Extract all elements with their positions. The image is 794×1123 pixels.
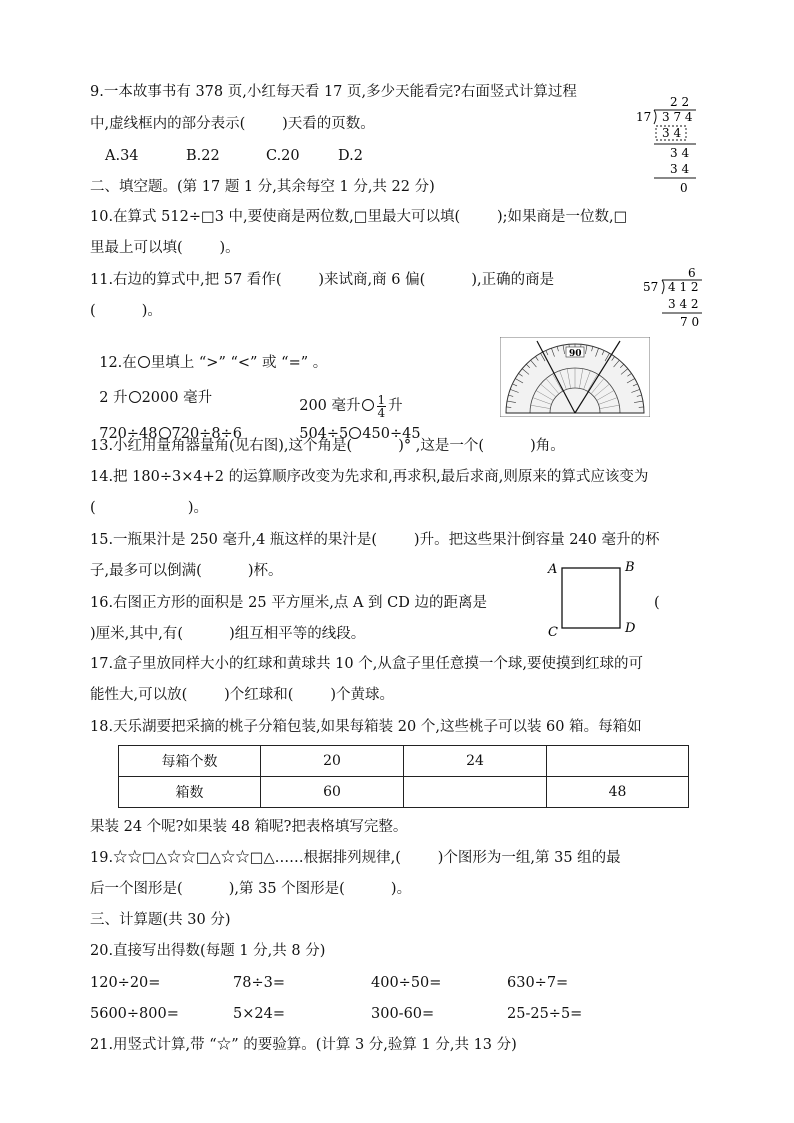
table-row [119,746,689,777]
protractor-figure [500,337,650,417]
table-cell: 48 [547,777,689,808]
q9-line1: 9.一本故事书有 378 页,小红每天看 17 页,多少天能看完?右面竖式计算过程 [90,84,577,100]
q11-product: 3 4 2 [668,297,699,311]
q16-paren-open: ( [654,595,660,611]
q12-a-right: 2000 毫升 [141,390,213,406]
q20-item: 78÷3= [233,975,285,991]
q16-line1: 16.右图正方形的面积是 25 平方厘米,点 A 到 CD 边的距离是 [90,595,487,611]
table-cell: 箱数 [119,777,261,808]
fraction-numerator: 1 [377,392,386,407]
q13-line: 13.小红用量角器量角(见右图),这个角是( )° ,这是一个( )角。 [90,438,565,454]
vertex-d: D [625,621,636,636]
q20-item: 25-25÷5= [507,1006,583,1022]
q20-item: 5×24= [233,1006,285,1022]
q20-item: 120÷20= [90,975,161,991]
q14-line1: 14.把 180÷3×4+2 的运算顺序改变为先求和,再求积,最后求商,则原来的算式应该变为 [90,469,649,485]
q9-step1: 3 4 [662,126,682,140]
vertex-c: C [548,625,558,640]
q9-remainder: 0 [680,181,688,195]
square-figure [542,558,642,640]
table-cell: 60 [261,777,404,808]
section2-heading: 二、填空题。(第 17 题 1 分,其余每空 1 分,共 22 分) [90,179,435,195]
q11-dividend: 4 1 2 [668,280,699,294]
q12-d-right: 450÷45 [362,426,421,442]
q12-d-left: 504÷5 [299,426,349,442]
circle-blank-icon [138,356,150,368]
table-cell-blank[interactable] [547,746,689,777]
q20-item: 5600÷800= [90,1006,179,1022]
q11-remainder: 7 0 [680,315,700,329]
q20-item: 400÷50= [371,975,442,991]
q19-line1: 19.☆☆□△☆☆□△☆☆□△……根据排列规律,( )个图形为一组,第 35 组的最 [90,850,621,866]
vertex-a: A [548,562,558,577]
q12-c-left: 720÷48 [99,426,158,442]
circle-blank-icon[interactable] [129,391,141,403]
q18-line1: 18.天乐湖要把采摘的桃子分箱包装,如果每箱装 20 个,这些桃子可以装 60 箱。每箱如 [90,719,642,735]
square-abcd [562,568,620,628]
q11-long-division [636,264,706,330]
table-cell-blank[interactable] [404,777,547,808]
q18-table [118,745,689,808]
q9-option-a: A.34 [105,148,139,164]
q9-long-division [630,92,702,198]
q17-line1: 17.盒子里放同样大小的红球和黄球共 10 个,从盒子里任意摸一个球,要使摸到红球的可 [90,656,643,672]
q9-option-d: D.2 [338,148,363,164]
q9-step2: 3 4 [670,146,690,160]
q16-line2: )厘米,其中,有( )组互相平等的线段。 [90,626,366,642]
q20-item: 630÷7= [507,975,569,991]
vertex-b: B [625,560,635,575]
q14-line2: ( )。 [90,500,208,516]
q9-divisor: 17 [636,110,652,124]
table-cell: 每箱个数 [119,746,261,777]
q12-heading-post: 里填上 “>” “<” 或 “=” 。 [150,355,328,371]
q11-quotient: 6 [688,266,696,280]
q12-compare-a [90,368,212,408]
q9-option-c: C.20 [266,148,300,164]
q11-line1: 11.右边的算式中,把 57 看作( )来试商,商 6 偏( ),正确的商是 [90,272,555,288]
q21-line: 21.用竖式计算,带 “☆” 的要验算。(计算 3 分,验算 1 分,共 13 分) [90,1037,517,1053]
q15-line2: 子,最多可以倒满( )杯。 [90,563,283,579]
section3-heading: 三、计算题(共 30 分) [90,912,231,928]
q9-quotient: 2 2 [670,95,690,109]
table-cell: 20 [261,746,404,777]
fraction-denominator: 4 [377,405,386,420]
q11-divisor: 57 [643,280,659,294]
q9-line2: 中,虚线框内的部分表示( )天看的页数。 [90,116,375,132]
q9-step3: 3 4 [670,162,690,176]
q9-dividend: 3 7 4 [662,110,693,124]
q10-line2: 里最上可以填( )。 [90,240,240,256]
q15-line1: 15.一瓶果汁是 250 毫升,4 瓶这样的果汁是( )升。把这些果汁倒容量 240 毫升的杯 [90,532,660,548]
q17-line2: 能性大,可以放( )个红球和( )个黄球。 [90,687,394,703]
q10-line1: 10.在算式 512÷□3 中,要使商是两位数,□里最大可以填( );如果商是一位数,□ [90,209,628,225]
table-row [119,777,689,808]
q12-heading-pre: 12.在 [99,355,137,371]
q9-option-b: B.22 [186,148,220,164]
q12-b-unit: 升 [388,398,403,414]
q20-heading: 20.直接写出得数(每题 1 分,共 8 分) [90,943,326,959]
q12-a-left: 2 升 [99,390,128,406]
q19-line2: 后一个图形是( ),第 35 个图形是( )。 [90,881,412,897]
q11-line2: ( )。 [90,303,162,319]
q18-line2: 果装 24 个呢?如果装 48 箱呢?把表格填写完整。 [90,819,408,835]
protractor-label: 90 [569,349,582,359]
q12-c-right: 720÷8÷6 [171,426,242,442]
q12-b-left: 200 毫升 [299,398,361,414]
table-cell: 24 [404,746,547,777]
q20-item: 300-60= [371,1006,435,1022]
